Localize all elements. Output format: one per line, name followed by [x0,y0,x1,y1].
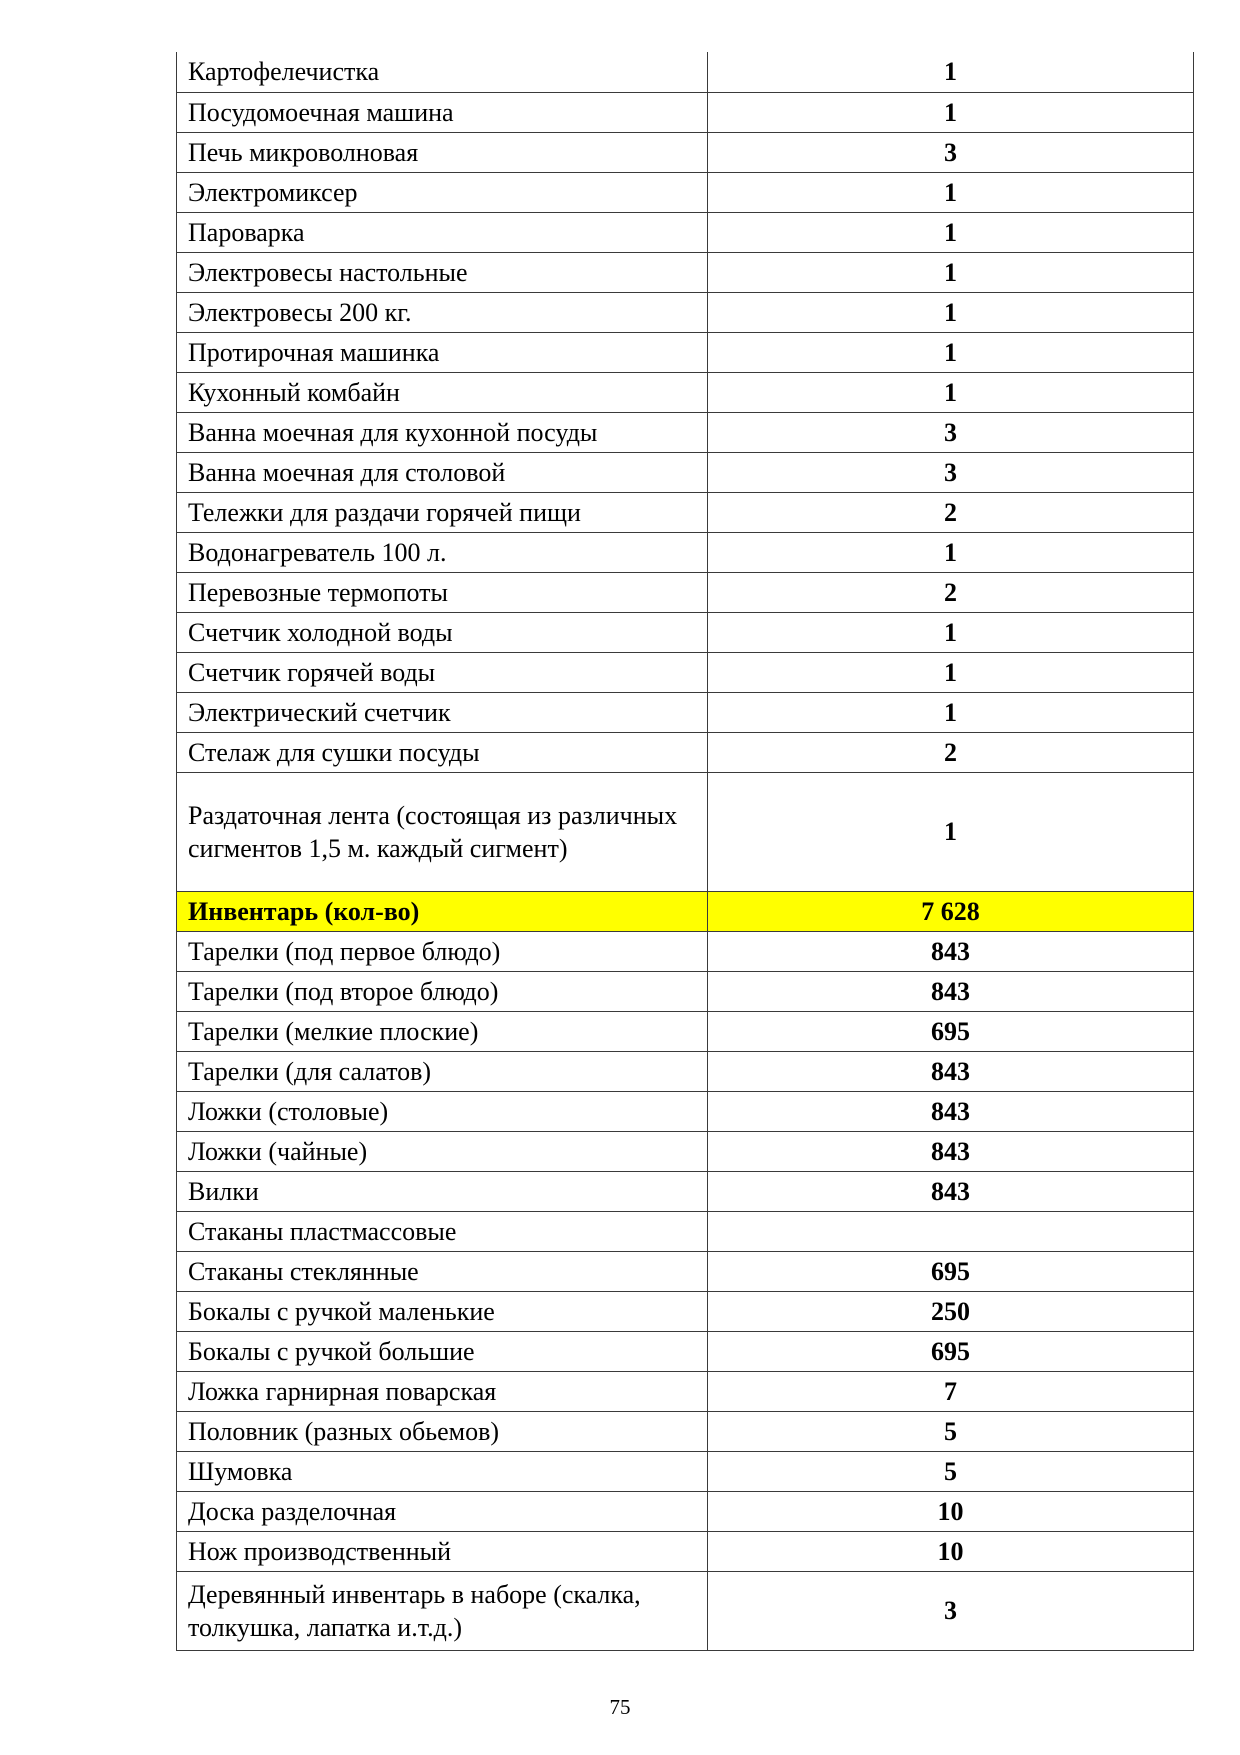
item-name: Картофелечистка [177,52,708,92]
table-row [177,452,1194,492]
equipment-table [176,52,1194,1651]
item-quantity: 2 [708,492,1194,532]
item-name: Ложки (чайные) [177,1131,708,1171]
table-row [177,652,1194,692]
table-row [177,492,1194,532]
item-quantity: 843 [708,971,1194,1011]
table-row [177,132,1194,172]
item-name: Тележки для раздачи горячей пищи [177,492,708,532]
item-quantity: 843 [708,1171,1194,1211]
item-quantity: 3 [708,132,1194,172]
section-total: 7 628 [708,891,1194,931]
table-row [177,292,1194,332]
table-row [177,1331,1194,1371]
item-name: Раздаточная лента (состоящая из различных сигментов 1,5 м. каждый сигмент) [177,772,708,891]
item-quantity: 5 [708,1451,1194,1491]
item-quantity: 1 [708,612,1194,652]
item-quantity: 695 [708,1251,1194,1291]
table-row [177,612,1194,652]
item-quantity: 695 [708,1331,1194,1371]
item-quantity: 1 [708,652,1194,692]
item-name: Тарелки (под первое блюдо) [177,931,708,971]
table-row [177,1531,1194,1571]
table-row [177,332,1194,372]
item-quantity: 1 [708,532,1194,572]
item-name: Деревянный инвентарь в наборе (скалка, толкушка, лапатка и.т.д.) [177,1571,708,1650]
table-row [177,1091,1194,1131]
item-name: Ложка гарнирная поварская [177,1371,708,1411]
item-quantity: 1 [708,332,1194,372]
item-name: Стелаж для сушки посуды [177,732,708,772]
item-quantity: 843 [708,931,1194,971]
table-row [177,532,1194,572]
item-name: Стаканы пластмассовые [177,1211,708,1251]
table-row [177,1411,1194,1451]
table-row [177,212,1194,252]
item-name: Тарелки (мелкие плоские) [177,1011,708,1051]
item-quantity: 1 [708,212,1194,252]
item-quantity [708,1211,1194,1251]
item-name: Доска разделочная [177,1491,708,1531]
item-name: Бокалы с ручкой большие [177,1331,708,1371]
item-name: Вилки [177,1171,708,1211]
table-row [177,412,1194,452]
item-quantity: 1 [708,52,1194,92]
item-quantity: 3 [708,452,1194,492]
item-quantity: 3 [708,412,1194,452]
item-name: Кухонный комбайн [177,372,708,412]
item-quantity: 10 [708,1491,1194,1531]
item-quantity: 2 [708,732,1194,772]
item-quantity: 843 [708,1091,1194,1131]
item-name: Водонагреватель 100 л. [177,532,708,572]
item-name: Шумовка [177,1451,708,1491]
item-name: Ванна моечная для кухонной посуды [177,412,708,452]
table-row [177,1491,1194,1531]
table-row [177,572,1194,612]
item-quantity: 695 [708,1011,1194,1051]
item-quantity: 1 [708,692,1194,732]
table-row [177,971,1194,1011]
item-name: Нож производственный [177,1531,708,1571]
item-name: Печь микроволновая [177,132,708,172]
item-quantity: 10 [708,1531,1194,1571]
item-name: Тарелки (для салатов) [177,1051,708,1091]
item-name: Электровесы настольные [177,252,708,292]
item-name: Протирочная машинка [177,332,708,372]
item-name: Тарелки (под второе блюдо) [177,971,708,1011]
item-quantity: 2 [708,572,1194,612]
table-row [177,692,1194,732]
item-quantity: 843 [708,1131,1194,1171]
table-row [177,732,1194,772]
item-quantity: 250 [708,1291,1194,1331]
table-row [177,1291,1194,1331]
item-name: Счетчик холодной воды [177,612,708,652]
item-quantity: 1 [708,92,1194,132]
section-header-row [177,891,1194,931]
item-name: Бокалы с ручкой маленькие [177,1291,708,1331]
table-row [177,1451,1194,1491]
item-name: Перевозные термопоты [177,572,708,612]
item-name: Ванна моечная для столовой [177,452,708,492]
item-quantity: 843 [708,1051,1194,1091]
item-name: Посудомоечная машина [177,92,708,132]
item-quantity: 1 [708,292,1194,332]
item-name: Ложки (столовые) [177,1091,708,1131]
table-row [177,172,1194,212]
table-row [177,772,1194,891]
item-name: Электрический счетчик [177,692,708,732]
table-row [177,92,1194,132]
item-name: Электровесы 200 кг. [177,292,708,332]
item-quantity: 1 [708,252,1194,292]
item-name: Счетчик горячей воды [177,652,708,692]
table-row [177,1011,1194,1051]
table-row [177,1371,1194,1411]
page-number: 75 [609,1695,631,1719]
item-name: Половник (разных обьемов) [177,1411,708,1451]
item-quantity: 1 [708,372,1194,412]
table-row [177,372,1194,412]
table-row [177,1251,1194,1291]
table-row [177,52,1194,92]
section-title: Инвентарь (кол-во) [177,891,708,931]
table-row [177,1211,1194,1251]
item-name: Стаканы стеклянные [177,1251,708,1291]
table-row [177,1171,1194,1211]
item-quantity: 1 [708,772,1194,891]
item-name: Пароварка [177,212,708,252]
table-row [177,1131,1194,1171]
item-quantity: 5 [708,1411,1194,1451]
table-row [177,931,1194,971]
table-row [177,1571,1194,1650]
table-row [177,252,1194,292]
item-name: Электромиксер [177,172,708,212]
item-quantity: 3 [708,1571,1194,1650]
item-quantity: 1 [708,172,1194,212]
item-quantity: 7 [708,1371,1194,1411]
table-row [177,1051,1194,1091]
